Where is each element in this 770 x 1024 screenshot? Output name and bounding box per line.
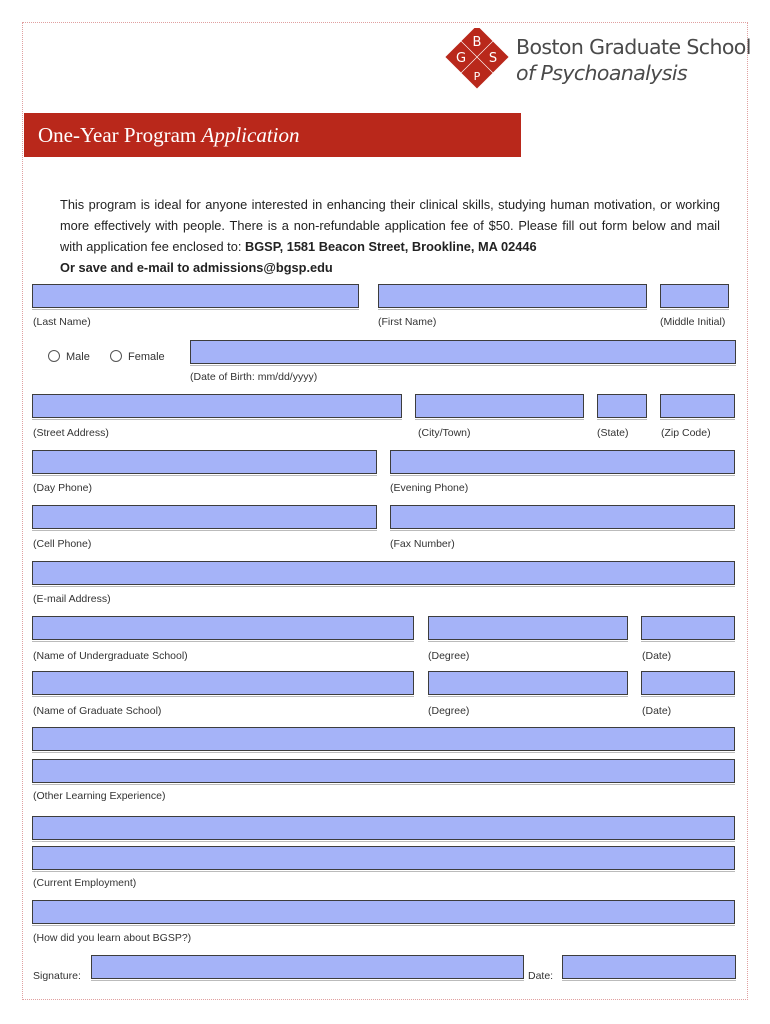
- male-label: Male: [66, 351, 90, 363]
- graduate-school-field[interactable]: [32, 671, 414, 695]
- intro-paragraph: [60, 194, 720, 278]
- email-address-label: (E-mail Address): [33, 593, 111, 605]
- current-employment-field-1[interactable]: [32, 816, 735, 840]
- undergraduate-degree-field[interactable]: [428, 616, 628, 640]
- other-learning-label: (Other Learning Experience): [33, 790, 166, 802]
- logo-letter-p: P: [473, 70, 481, 83]
- signature-date-field[interactable]: [562, 955, 736, 979]
- undergraduate-school-label: (Name of Undergraduate School): [33, 650, 188, 662]
- how-learned-label: (How did you learn about BGSP?): [33, 932, 192, 944]
- mail-address: BGSP, 1581 Beacon Street, Brookline, MA 02446: [244, 239, 537, 254]
- undergraduate-date-label: (Date): [642, 650, 672, 662]
- school-name-line2: of Psychoanalysis: [516, 61, 688, 85]
- email-instruction: Or save and e-mail to admissions@bgsp.edu: [60, 260, 333, 275]
- city-field[interactable]: [415, 394, 584, 418]
- middle-initial-field[interactable]: [660, 284, 729, 308]
- fax-number-field[interactable]: [390, 505, 735, 529]
- state-field[interactable]: [597, 394, 647, 418]
- bgsp-diamond-logo-icon: [442, 28, 512, 96]
- cell-phone-field[interactable]: [32, 505, 377, 529]
- graduate-degree-field[interactable]: [428, 671, 628, 695]
- male-radio[interactable]: [48, 350, 60, 362]
- cell-phone-label: (Cell Phone): [33, 538, 92, 550]
- zip-code-label: (Zip Code): [661, 427, 711, 439]
- first-name-field[interactable]: [378, 284, 647, 308]
- evening-phone-label: (Evening Phone): [390, 482, 469, 494]
- graduate-degree-label: (Degree): [428, 705, 470, 717]
- street-address-label: (Street Address): [33, 427, 109, 439]
- city-label: (City/Town): [418, 427, 471, 439]
- female-label: Female: [128, 351, 165, 363]
- how-learned-field[interactable]: [32, 900, 735, 924]
- undergraduate-school-field[interactable]: [32, 616, 414, 640]
- undergraduate-date-field[interactable]: [641, 616, 735, 640]
- email-address-field[interactable]: [32, 561, 735, 585]
- zip-code-field[interactable]: [660, 394, 735, 418]
- middle-initial-label: (Middle Initial): [660, 316, 726, 328]
- last-name-label: (Last Name): [33, 316, 91, 328]
- intro-text: This program is ideal for anyone interested in enhancing their clinical skills, studying human motivation, or working more effectively with people. There is a non-refundable application fee of $50. Please fill out form below and mail with application fee enclosed to:: [60, 197, 720, 254]
- title-plain: One-Year Program: [38, 123, 197, 147]
- logo-letter-b: B: [472, 35, 482, 50]
- page-title: [38, 123, 300, 148]
- graduate-school-label: (Name of Graduate School): [33, 705, 162, 717]
- current-employment-label: (Current Employment): [33, 877, 137, 889]
- day-phone-label: (Day Phone): [33, 482, 92, 494]
- title-italic: Application: [201, 123, 300, 147]
- logo-letter-g: G: [455, 51, 467, 66]
- date-of-birth-field[interactable]: [190, 340, 736, 364]
- logo-letter-s: S: [488, 51, 498, 66]
- date-of-birth-label: (Date of Birth: mm/dd/yyyy): [190, 371, 318, 383]
- graduate-date-field[interactable]: [641, 671, 735, 695]
- date-label: Date:: [528, 970, 554, 982]
- signature-field[interactable]: [91, 955, 524, 979]
- current-employment-field-2[interactable]: [32, 846, 735, 870]
- undergraduate-degree-label: (Degree): [428, 650, 470, 662]
- school-logo: [442, 28, 752, 96]
- title-banner: [24, 113, 521, 157]
- graduate-date-label: (Date): [642, 705, 672, 717]
- female-radio[interactable]: [110, 350, 122, 362]
- last-name-field[interactable]: [32, 284, 359, 308]
- evening-phone-field[interactable]: [390, 450, 735, 474]
- other-learning-field-2[interactable]: [32, 759, 735, 783]
- school-name-line1: Boston Graduate School: [516, 35, 751, 59]
- other-learning-field-1[interactable]: [32, 727, 735, 751]
- signature-label: Signature:: [33, 970, 81, 982]
- state-label: (State): [597, 427, 629, 439]
- street-address-field[interactable]: [32, 394, 402, 418]
- fax-number-label: (Fax Number): [390, 538, 455, 550]
- day-phone-field[interactable]: [32, 450, 377, 474]
- first-name-label: (First Name): [378, 316, 437, 328]
